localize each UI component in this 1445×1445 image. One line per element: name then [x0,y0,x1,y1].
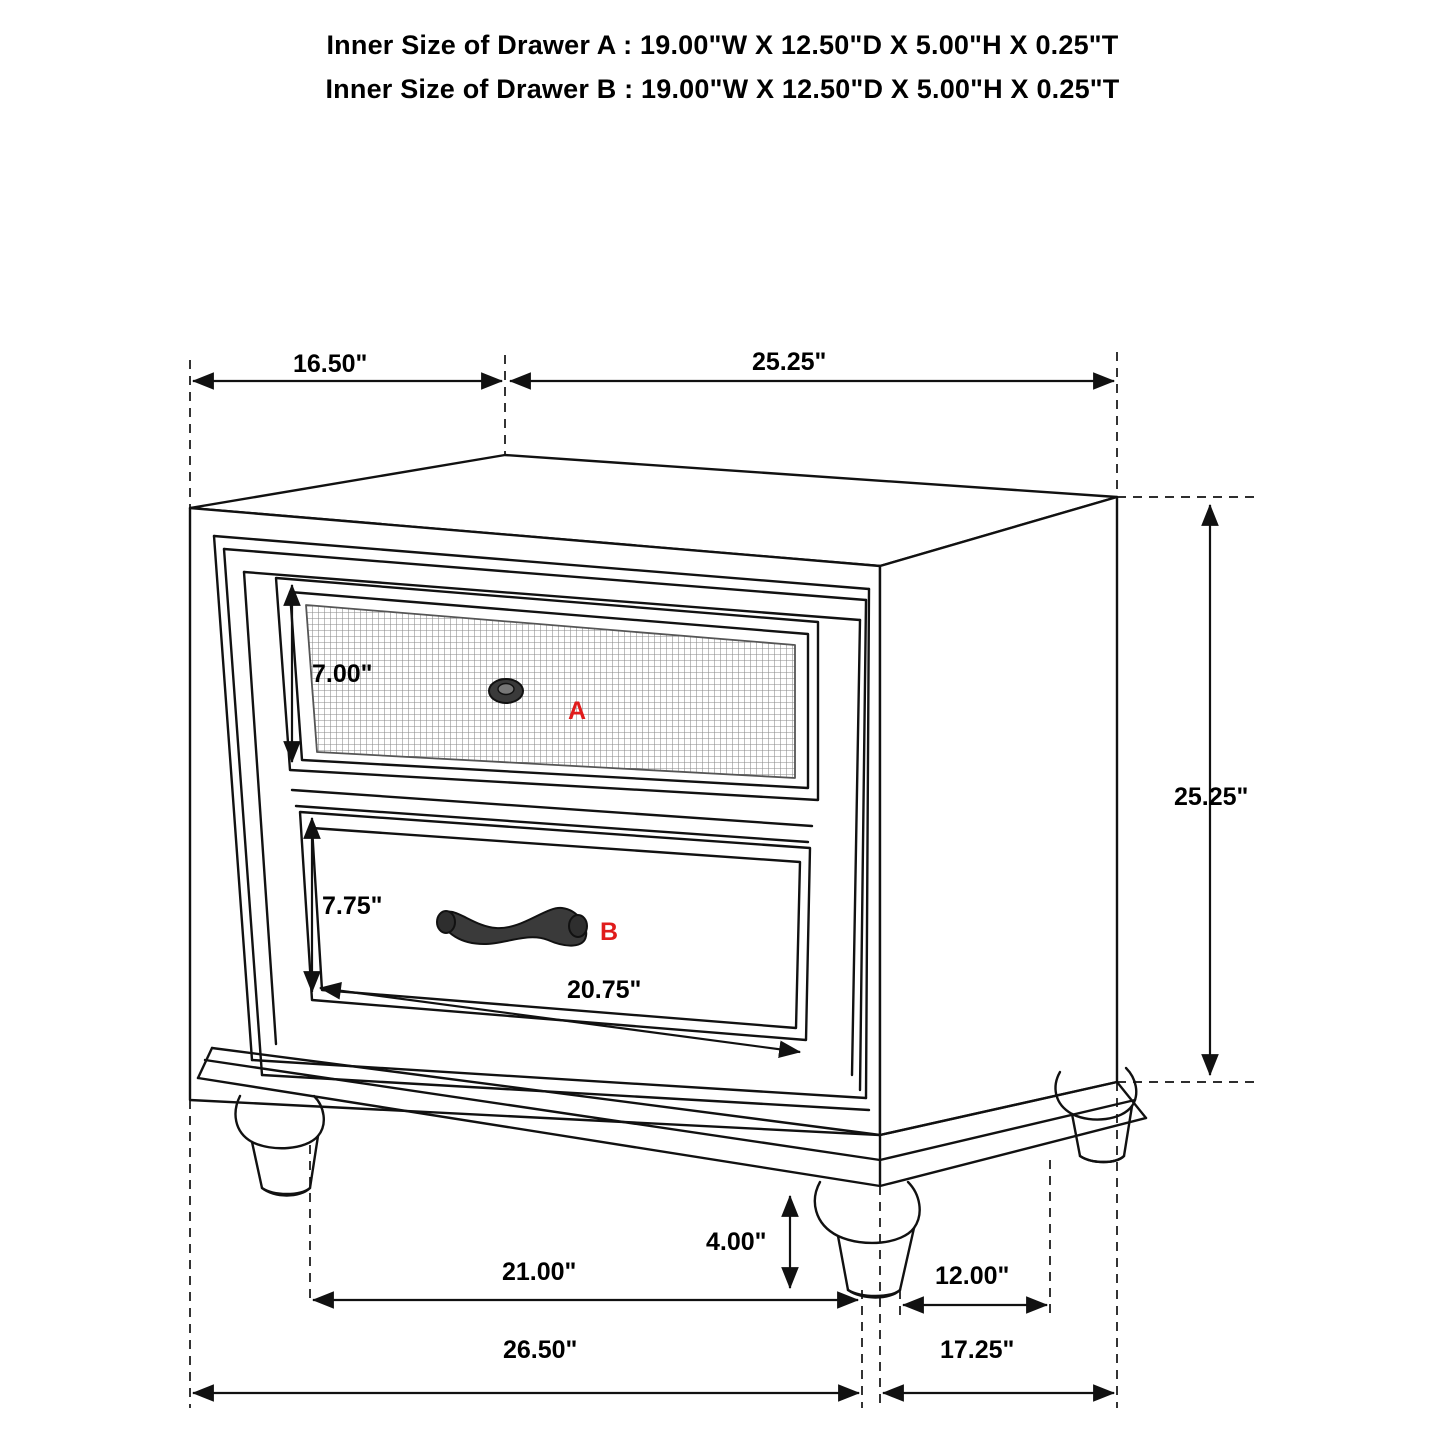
dim-top-width: 25.25" [752,348,827,376]
dim-leg-height: 4.00" [706,1228,767,1256]
dim-overall-depth: 17.25" [940,1336,1015,1364]
dim-front-base-width: 21.00" [502,1258,577,1286]
dim-side-base-depth: 12.00" [935,1262,1010,1290]
dim-drawer-front-width: 20.75" [567,976,642,1004]
dim-drawer-b-height: 7.75" [322,892,383,920]
drawer-a-knob [489,679,523,703]
drawer-a-label: A [568,697,587,725]
drawer-b-inner-size-text: Inner Size of Drawer B : 19.00"W X 12.50"D X 5.00"H X 0.25"T [325,74,1120,104]
drawer-a-inner-size-text: Inner Size of Drawer A : 19.00"W X 12.50"D X 5.00"H X 0.25"T [326,30,1119,60]
dim-overall-height: 25.25" [1174,783,1249,811]
dim-drawer-a-height: 7.00" [312,660,373,688]
drawer-b-label: B [600,918,619,946]
cabinet-body [190,455,1146,1298]
dim-overall-width: 26.50" [503,1336,578,1364]
dim-top-depth-front: 16.50" [293,350,368,378]
